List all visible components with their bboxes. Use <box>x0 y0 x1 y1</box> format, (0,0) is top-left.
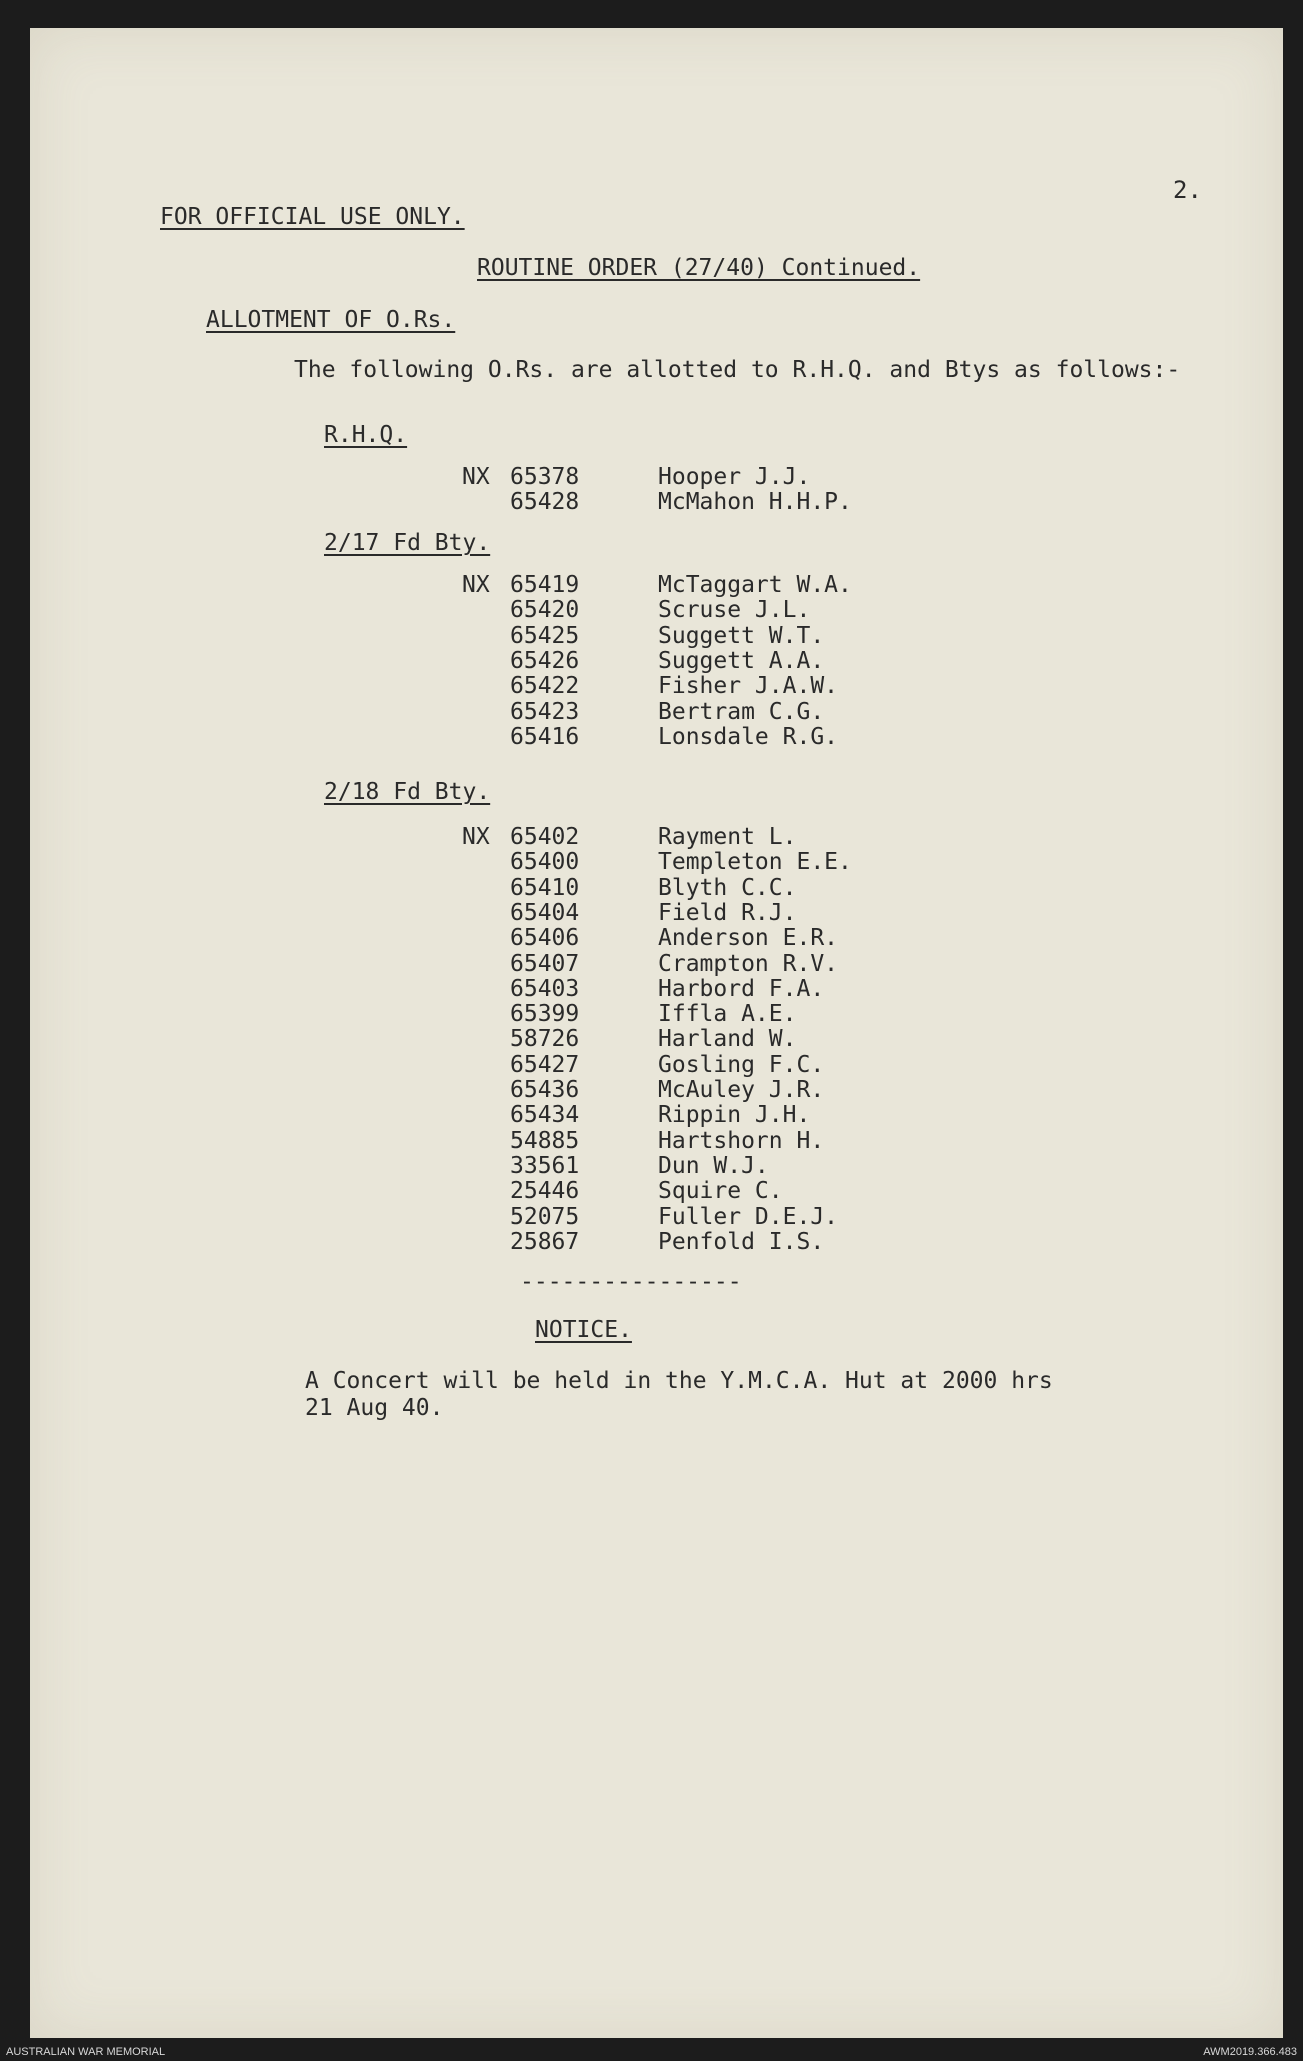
notice-heading: NOTICE. <box>535 1317 632 1343</box>
service-number: 65407 <box>510 950 580 977</box>
service-number: 25867 <box>510 1228 580 1255</box>
service-number: 33561 <box>510 1152 580 1179</box>
service-number: 65434 <box>510 1102 580 1129</box>
member-name: McAuley J.R. <box>658 1077 825 1103</box>
member-name: Harbord F.A. <box>658 975 825 1002</box>
list-item <box>30 876 1283 901</box>
list-item <box>30 1053 1283 1078</box>
service-number: 65403 <box>510 975 580 1002</box>
service-number: 65399 <box>510 1001 580 1028</box>
group-heading: 2/17 Fd Bty. <box>324 530 491 556</box>
list-item <box>30 1129 1283 1154</box>
member-name: Anderson E.R. <box>658 925 839 952</box>
service-number: 65436 <box>510 1077 580 1103</box>
member-name: McTaggart W.A. <box>658 572 852 598</box>
service-number: 65420 <box>510 597 580 624</box>
service-number: 65410 <box>510 874 580 901</box>
list-item <box>30 624 1283 649</box>
list-item <box>30 1179 1283 1204</box>
section-heading: ALLOTMENT OF O.Rs. <box>206 307 456 333</box>
member-name: Fuller D.E.J. <box>658 1203 839 1230</box>
member-name: Hartshorn H. <box>658 1127 825 1154</box>
group-heading: 2/18 Fd Bty. <box>324 779 491 805</box>
list-item <box>30 598 1283 623</box>
member-name: Suggett W.T. <box>658 622 825 649</box>
service-number: 65428 <box>510 489 580 516</box>
list-item <box>30 649 1283 674</box>
service-number: 52075 <box>510 1203 580 1230</box>
footer-left-label: AUSTRALIAN WAR MEMORIAL <box>6 2046 166 2058</box>
member-name: Harland W. <box>658 1026 797 1053</box>
service-number: 65427 <box>510 1051 580 1078</box>
member-name: Templeton E.E. <box>658 849 852 876</box>
list-item <box>30 1103 1283 1128</box>
member-name: Bertram C.G. <box>658 698 825 725</box>
notice-line-2: 21 Aug 40. <box>305 1395 444 1421</box>
member-name: Gosling F.C. <box>658 1051 825 1078</box>
service-number: 25446 <box>510 1178 580 1205</box>
list-item <box>30 901 1283 926</box>
list-item <box>30 825 1283 850</box>
service-number: 65416 <box>510 723 580 750</box>
member-name: Iffla A.E. <box>658 1001 797 1028</box>
member-name: Squire C. <box>658 1178 783 1205</box>
service-prefix: NX <box>462 824 490 850</box>
order-subtitle: ROUTINE ORDER (27/40) Continued. <box>477 255 921 281</box>
service-number: 58726 <box>510 1026 580 1053</box>
member-name: Rayment L. <box>658 824 797 850</box>
member-name: Rippin J.H. <box>658 1102 811 1129</box>
member-name: Crampton R.V. <box>658 950 839 977</box>
service-number: 54885 <box>510 1127 580 1154</box>
member-name: Lonsdale R.G. <box>658 723 839 750</box>
list-item <box>30 700 1283 725</box>
member-name: Hooper J.J. <box>658 464 811 490</box>
service-number: 65419 <box>510 572 580 598</box>
list-item <box>30 952 1283 977</box>
list-item <box>30 1027 1283 1052</box>
member-name: Suggett A.A. <box>658 647 825 674</box>
document-page <box>30 28 1283 2038</box>
service-prefix: NX <box>462 464 490 490</box>
member-name: Dun W.J. <box>658 1152 769 1179</box>
list-item <box>30 977 1283 1002</box>
service-number: 65425 <box>510 622 580 649</box>
service-number: 65402 <box>510 824 580 850</box>
service-prefix: NX <box>462 572 490 598</box>
member-name: Penfold I.S. <box>658 1228 825 1255</box>
group-heading: R.H.Q. <box>324 422 408 448</box>
member-name: Blyth C.C. <box>658 874 797 901</box>
notice-text <box>305 1368 1053 1422</box>
member-name: McMahon H.H.P. <box>658 489 852 516</box>
service-number: 65404 <box>510 899 580 926</box>
service-number: 65378 <box>510 464 580 490</box>
list-item <box>30 1205 1283 1230</box>
list-item <box>30 465 1283 490</box>
notice-line-1: A Concert will be held in the Y.M.C.A. Hut at 2000 hrs <box>305 1368 1053 1394</box>
list-item <box>30 573 1283 598</box>
classification-heading: FOR OFFICIAL USE ONLY. <box>160 204 465 230</box>
list-item <box>30 1078 1283 1103</box>
footer-right-label: AWM2019.366.483 <box>1203 2046 1297 2058</box>
list-item <box>30 490 1283 515</box>
member-name: Fisher J.A.W. <box>658 673 839 700</box>
member-name: Field R.J. <box>658 899 797 926</box>
list-item <box>30 850 1283 875</box>
list-item <box>30 725 1283 750</box>
service-number: 65422 <box>510 673 580 700</box>
member-name: Scruse J.L. <box>658 597 811 624</box>
intro-line: The following O.Rs. are allotted to R.H.Q. and Btys as follows:- <box>294 357 1181 383</box>
page-number: 2. <box>1173 176 1202 204</box>
list-item <box>30 674 1283 699</box>
list-item <box>30 1154 1283 1179</box>
divider-line: ---------------- <box>520 1269 742 1295</box>
typed-document <box>30 28 1283 2038</box>
service-number: 65423 <box>510 698 580 725</box>
list-item <box>30 926 1283 951</box>
list-item <box>30 1230 1283 1255</box>
service-number: 65406 <box>510 925 580 952</box>
list-item <box>30 1002 1283 1027</box>
service-number: 65426 <box>510 647 580 674</box>
service-number: 65400 <box>510 849 580 876</box>
